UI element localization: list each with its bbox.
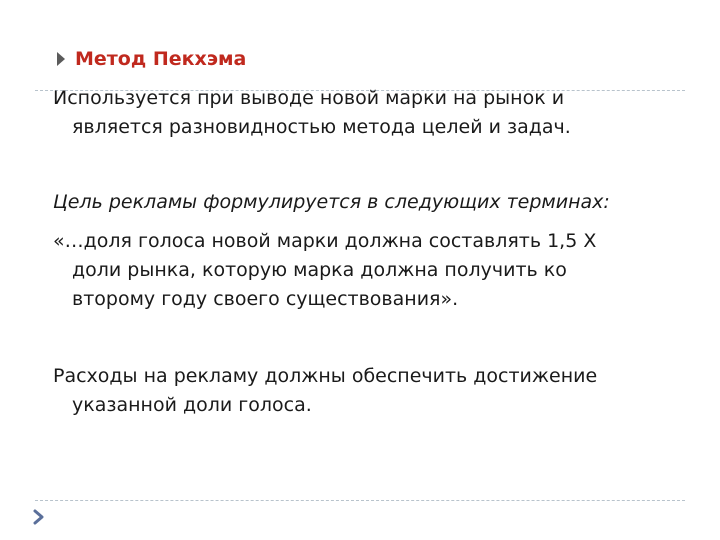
paragraph-line: Цель рекламы формулируется в следующих терминах: [53,191,610,213]
paragraph-line: второму году своего существования». [72,288,459,310]
bottom-divider [35,500,685,501]
paragraph-line: Расходы на рекламу должны обеспечить достижение [53,365,598,387]
paragraph-goal-heading [53,188,693,217]
paragraph-line: указанной доли голоса. [72,394,312,416]
paragraph-quote [53,227,693,314]
paragraph-line: является разновидностью метода целей и задач. [72,116,571,138]
paragraph-line: «…доля голоса новой марки должна составлять 1,5 Х [53,230,597,252]
paragraph-line: Используется при выводе новой марки на рынок и [53,87,565,109]
triangle-bullet-icon [57,52,65,66]
paragraph-line: доли рынка, которую марка должна получить ко [72,259,567,281]
paragraph-usage [53,84,693,142]
slide-title: Метод Пекхэма [75,48,247,70]
paragraph-expenses [53,362,693,420]
next-slide-chevron-icon[interactable] [30,508,48,526]
